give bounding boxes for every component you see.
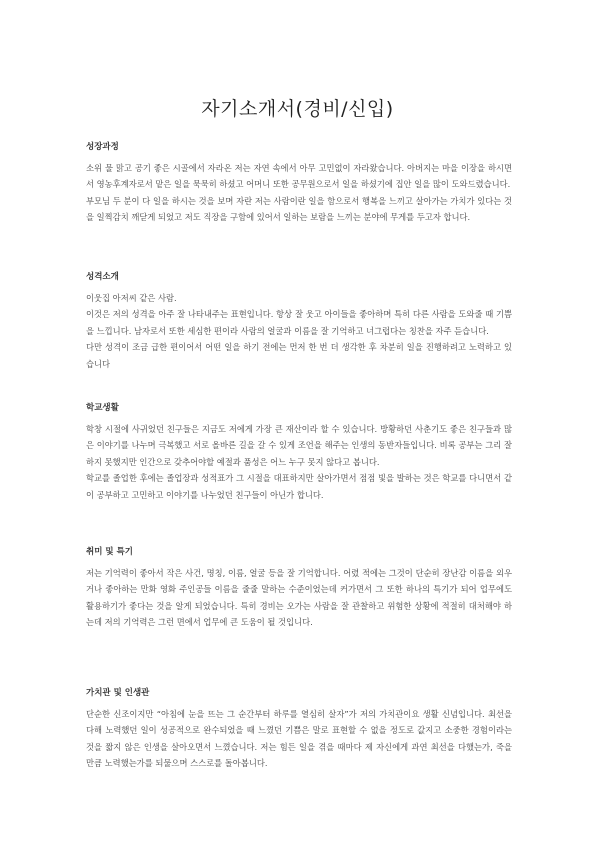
section-paragraph: 학교를 졸업한 후에는 졸업장과 성적표가 그 시절을 대표하지만 살아가면서 점점 빛을 발하는 것은 학교를 다니면서 같이 공부하고 고민하고 이야기를 나누었던 친구들이 아닌가 합니다.	[86, 473, 512, 500]
section-heading: 성장과정	[86, 142, 119, 152]
section-paragraph: 이웃집 아저씨 같은 사람.	[86, 293, 177, 303]
section-personality	[86, 270, 512, 372]
section-paragraph: 학창 시절에 사귀었던 친구들은 지금도 저에게 가장 큰 재산이라 할 수 있습니다. 방황하던 사춘기도 좋은 친구들과 많은 이야기를 나누며 극복했고 서로 올바른 길을 갈 수 있게 조언을 해주는 인생의 동반자들입니다. 비록 공부는 그리 잘하지 못했지만 인간으로 갖추어야할 예절과 품성은 어느 누구 못지 않다고 봅니다.	[86, 424, 512, 467]
section-paragraph: 부모님 두 분이 다 일을 하시는 것을 보며 자란 저는 사람이란 일을 함으로서 행복을 느끼고 살아가는 가치가 있다는 것을 일찍감치 깨닫게 되었고 저도 직장을 구함에 있어서 일하는 보람을 느끼는 분야에 무게를 두고자 합니다.	[86, 195, 512, 223]
section-paragraph: 이것은 저의 성격을 아주 잘 나타내주는 표현입니다. 항상 잘 웃고 아이들을 좋아하며 특히 다른 사람을 도와줄 때 기쁨을 느낍니다. 남자로서 또한 세심한 편이라 사람의 얼굴과 이름을 잘 기억하고 너그럽다는 칭찬을 자주 듣습니다.	[86, 309, 512, 336]
section-paragraph: 저는 기억력이 좋아서 작은 사건, 명칭, 이름, 얼굴 등을 잘 기억합니다. 어렸 적에는 그것이 단순히 장난감 이름을 외우거나 좋아하는 만화 영화 주인공들 이름을 줄줄 말하는 수준이었는데 커가면서 그 또한 하나의 특기가 되어 업무에도 활용하기가 좋다는 것을 알게 되었습니다. 특히 경비는 오가는 사람을 잘 관찰하고 위험한 상황에 적절히 대처해야 하는데 저의 기억력은 그런 면에서 업무에 큰 도움이 될 것입니다.	[86, 568, 512, 628]
section-hobbies	[86, 545, 512, 631]
section-heading: 취미 및 특기	[86, 547, 133, 557]
section-school-life	[86, 401, 512, 503]
section-paragraph: 다만 성격이 조금 급한 편이어서 어떤 일을 하기 전에는 먼저 한 번 더 생각한 후 차분히 일을 진행하려고 노력하고 있습니다	[86, 342, 512, 369]
document-title: 자기소개서(경비/신입)	[201, 98, 394, 120]
section-heading: 성격소개	[86, 272, 119, 282]
section-values	[86, 686, 512, 772]
section-heading: 학교생활	[86, 403, 119, 413]
section-growth	[86, 140, 512, 226]
section-paragraph: 단순한 신조이지만 “아침에 눈을 뜨는 그 순간부터 하루를 열심히 살자”가 저의 가치관이요 생활 신념입니다. 최선을 다해 노력했던 일이 성공적으로 완수되었을 때 느꼈던 기쁨은 말로 표현할 수 없을 정도로 값지고 소중한 경험이라는 것을 짧지 않은 인생을 살아오면서 느꼈습니다. 저는 힘든 일을 겪을 때마다 제 자신에게 과연 최선을 다했는가, 죽을 만큼 노력했는가를 되물으며 스스로를 돌아봅니다.	[86, 709, 512, 769]
section-heading: 가치관 및 인생관	[86, 688, 150, 698]
section-paragraph: 소위 물 맑고 공기 좋은 시골에서 자라온 저는 자연 속에서 아무 고민없이 자라왔습니다. 아버지는 마을 이장을 하시면서 영농후계자로서 맡은 일을 묵묵히 하셨고 어머니 또한 공무원으로서 일을 하셨기에 집안 일을 많이 도와드렸습니다.	[86, 163, 512, 190]
